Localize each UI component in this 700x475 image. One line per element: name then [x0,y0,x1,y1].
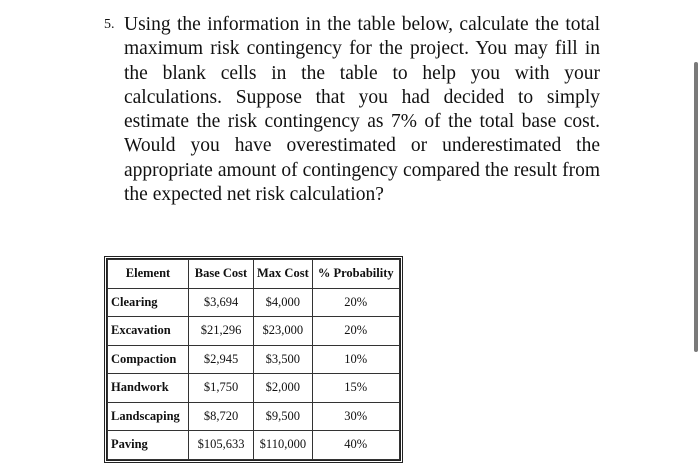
base-cost-cell: $21,296 [189,317,254,346]
base-cost-cell: $1,750 [189,374,254,403]
table-row [108,402,400,431]
probability-cell: 15% [312,374,399,403]
element-cell: Landscaping [108,402,189,431]
table-row [108,431,400,460]
table-row [108,345,400,374]
base-cost-cell: $8,720 [189,402,254,431]
risk-table [107,259,400,460]
max-cost-cell: $2,000 [254,374,313,403]
question-text: Using the information in the table below, calculate the total maximum risk contingency for the project. You may fill in the blank cells in the table to help you with your calculations. Suppose that you had decided to simply estimate the risk contingency as 7% of the total base cost. Would you have overestimated or underestimated the appropriate amount of contingency compared the result from the expected net risk calculation? [124,14,600,206]
table-row [108,374,400,403]
probability-cell: 10% [312,345,399,374]
element-cell: Excavation [108,317,189,346]
header-max-cost: Max Cost [254,260,313,289]
max-cost-cell: $9,500 [254,402,313,431]
max-cost-cell: $23,000 [254,317,313,346]
risk-table-frame [104,256,403,463]
header-probability: % Probability [312,260,399,289]
probability-cell: 20% [312,317,399,346]
scrollbar[interactable] [694,62,698,352]
header-element: Element [108,260,189,289]
question-number: 5. [104,17,115,32]
probability-cell: 40% [312,431,399,460]
element-cell: Clearing [108,288,189,317]
base-cost-cell: $2,945 [189,345,254,374]
max-cost-cell: $4,000 [254,288,313,317]
max-cost-cell: $110,000 [254,431,313,460]
table-header-row [108,260,400,289]
header-base-cost: Base Cost [189,260,254,289]
element-cell: Compaction [108,345,189,374]
element-cell: Handwork [108,374,189,403]
question-block [104,13,600,207]
base-cost-cell: $105,633 [189,431,254,460]
element-cell: Paving [108,431,189,460]
probability-cell: 30% [312,402,399,431]
table-row [108,288,400,317]
table-row [108,317,400,346]
base-cost-cell: $3,694 [189,288,254,317]
probability-cell: 20% [312,288,399,317]
max-cost-cell: $3,500 [254,345,313,374]
